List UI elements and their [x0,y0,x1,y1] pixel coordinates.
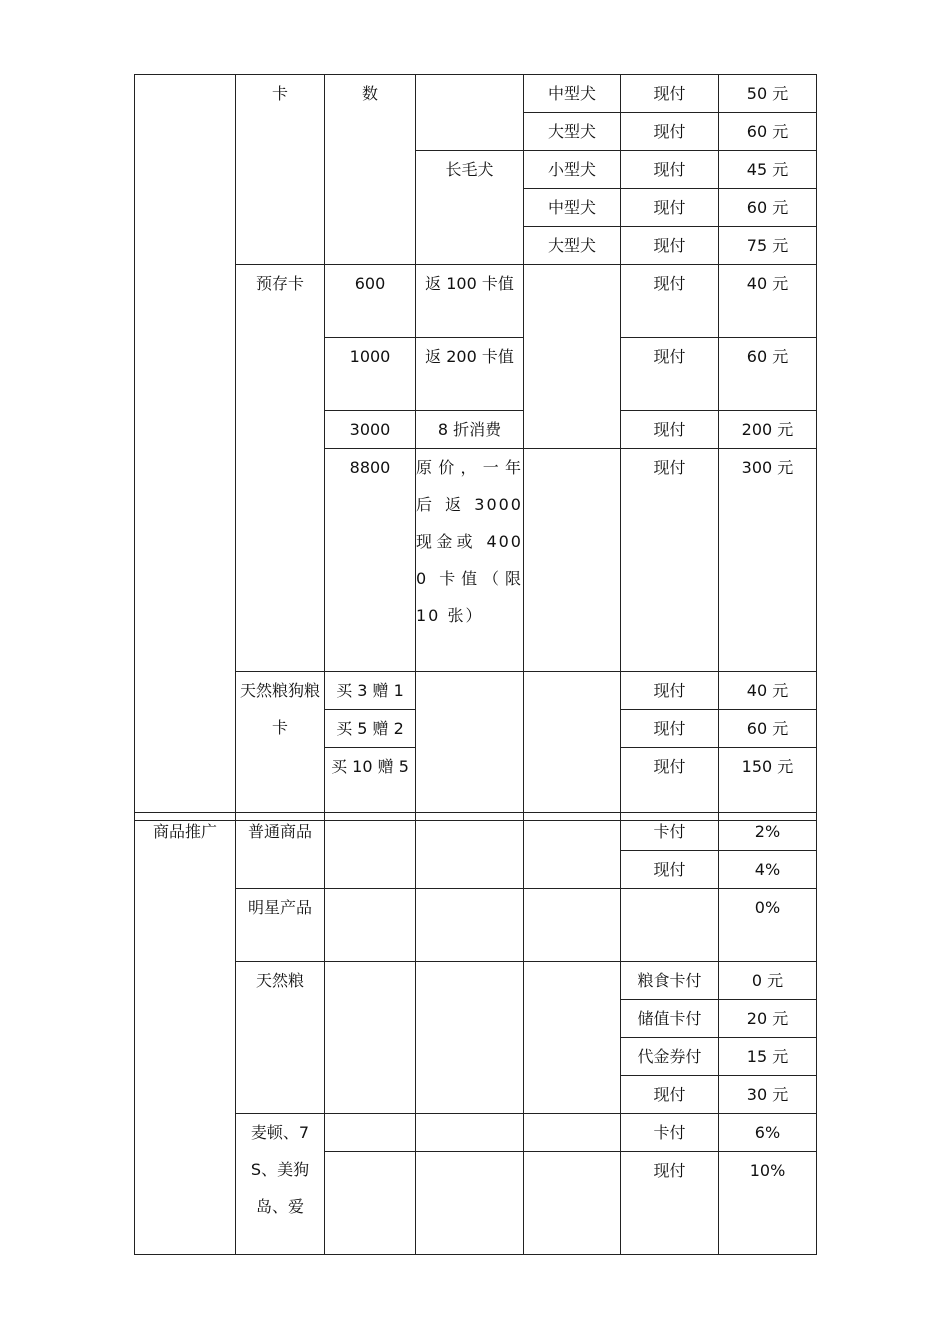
payment-cell: 现付 [621,851,719,889]
empty-cell [416,1152,524,1255]
prestore-empty-cell [524,449,621,672]
price-cell: 45 元 [719,151,817,189]
payment-cell: 现付 [621,227,719,265]
card-type-cell: 卡 [236,75,325,265]
normal-product-label: 普通商品 [236,813,325,889]
prestore-bonus: 8 折消费 [416,411,524,449]
price-cell: 150 元 [719,748,817,821]
payment-cell: 现付 [621,1152,719,1255]
natural-food-label: 天然粮 [236,962,325,1114]
empty-cell [416,1114,524,1152]
price-cell: 60 元 [719,113,817,151]
empty-cell [325,1152,416,1255]
natural-card-deal: 买 5 赠 2 [325,710,416,748]
payment-cell: 卡付 [621,1114,719,1152]
prestore-bonus: 返 100 卡值 [416,265,524,338]
price-cell: 40 元 [719,265,817,338]
payment-cell: 现付 [621,411,719,449]
empty-cell [416,813,524,889]
star-product-label: 明星产品 [236,889,325,962]
prestore-empty-cell [524,265,621,449]
payment-cell: 现付 [621,710,719,748]
payment-cell: 现付 [621,75,719,113]
natural-card-deal: 买 10 赠 5 [325,748,416,821]
empty-cell [524,672,621,821]
price-cell: 50 元 [719,75,817,113]
dog-size-cell: 大型犬 [524,227,621,265]
pricing-table [134,74,817,821]
price-cell: 40 元 [719,672,817,710]
empty-cell [325,813,416,889]
price-cell: 60 元 [719,338,817,411]
payment-cell: 现付 [621,672,719,710]
dog-size-cell: 中型犬 [524,75,621,113]
coat-type-cell: 长毛犬 [416,151,524,265]
prestore-amount: 8800 [325,449,416,672]
payment-cell: 现付 [621,265,719,338]
prestore-amount: 600 [325,265,416,338]
payment-cell: 现付 [621,1076,719,1114]
rate-cell: 20 元 [719,1000,817,1038]
price-cell: 75 元 [719,227,817,265]
rate-cell: 10% [719,1152,817,1255]
empty-cell [524,1152,621,1255]
price-cell: 300 元 [719,449,817,672]
payment-cell: 储值卡付 [621,1000,719,1038]
payment-cell: 现付 [621,449,719,672]
dog-size-cell: 中型犬 [524,189,621,227]
rate-cell: 6% [719,1114,817,1152]
empty-cell [524,813,621,889]
promotion-table [134,812,817,1255]
category-cell-top [135,75,236,821]
prestore-bonus: 返 200 卡值 [416,338,524,411]
payment-cell: 现付 [621,748,719,821]
natural-card-deal: 买 3 赠 1 [325,672,416,710]
empty-cell [325,1114,416,1152]
empty-cell [524,962,621,1114]
rate-cell: 4% [719,851,817,889]
empty-cell [524,889,621,962]
prestore-card-label: 预存卡 [236,265,325,672]
payment-cell: 现付 [621,151,719,189]
payment-cell: 卡付 [621,813,719,851]
card-count-cell: 数 [325,75,416,265]
price-cell: 60 元 [719,710,817,748]
dog-size-cell: 小型犬 [524,151,621,189]
empty-cell [325,962,416,1114]
empty-cell [325,889,416,962]
brand-products-label: 麦顿、7S、美狗岛、爱 [236,1114,325,1255]
prestore-amount: 3000 [325,411,416,449]
empty-cell [416,962,524,1114]
prestore-amount: 1000 [325,338,416,411]
price-cell: 60 元 [719,189,817,227]
rate-cell: 0% [719,889,817,962]
promotion-category-label: 商品推广 [135,813,236,1255]
empty-cell [621,889,719,962]
empty-cell [416,672,524,821]
prestore-bonus: 原价，一年后返3000 现金或 4000 卡值（限 10 张） [416,449,524,672]
payment-cell: 现付 [621,113,719,151]
rate-cell: 2% [719,813,817,851]
price-cell: 200 元 [719,411,817,449]
rate-cell: 15 元 [719,1038,817,1076]
payment-cell: 现付 [621,189,719,227]
empty-cell [416,889,524,962]
empty-cell [524,1114,621,1152]
payment-cell: 粮食卡付 [621,962,719,1000]
coat-empty-cell [416,75,524,151]
rate-cell: 0 元 [719,962,817,1000]
payment-cell: 代金券付 [621,1038,719,1076]
payment-cell: 现付 [621,338,719,411]
natural-card-label: 天然粮狗粮卡 [236,672,325,821]
dog-size-cell: 大型犬 [524,113,621,151]
rate-cell: 30 元 [719,1076,817,1114]
